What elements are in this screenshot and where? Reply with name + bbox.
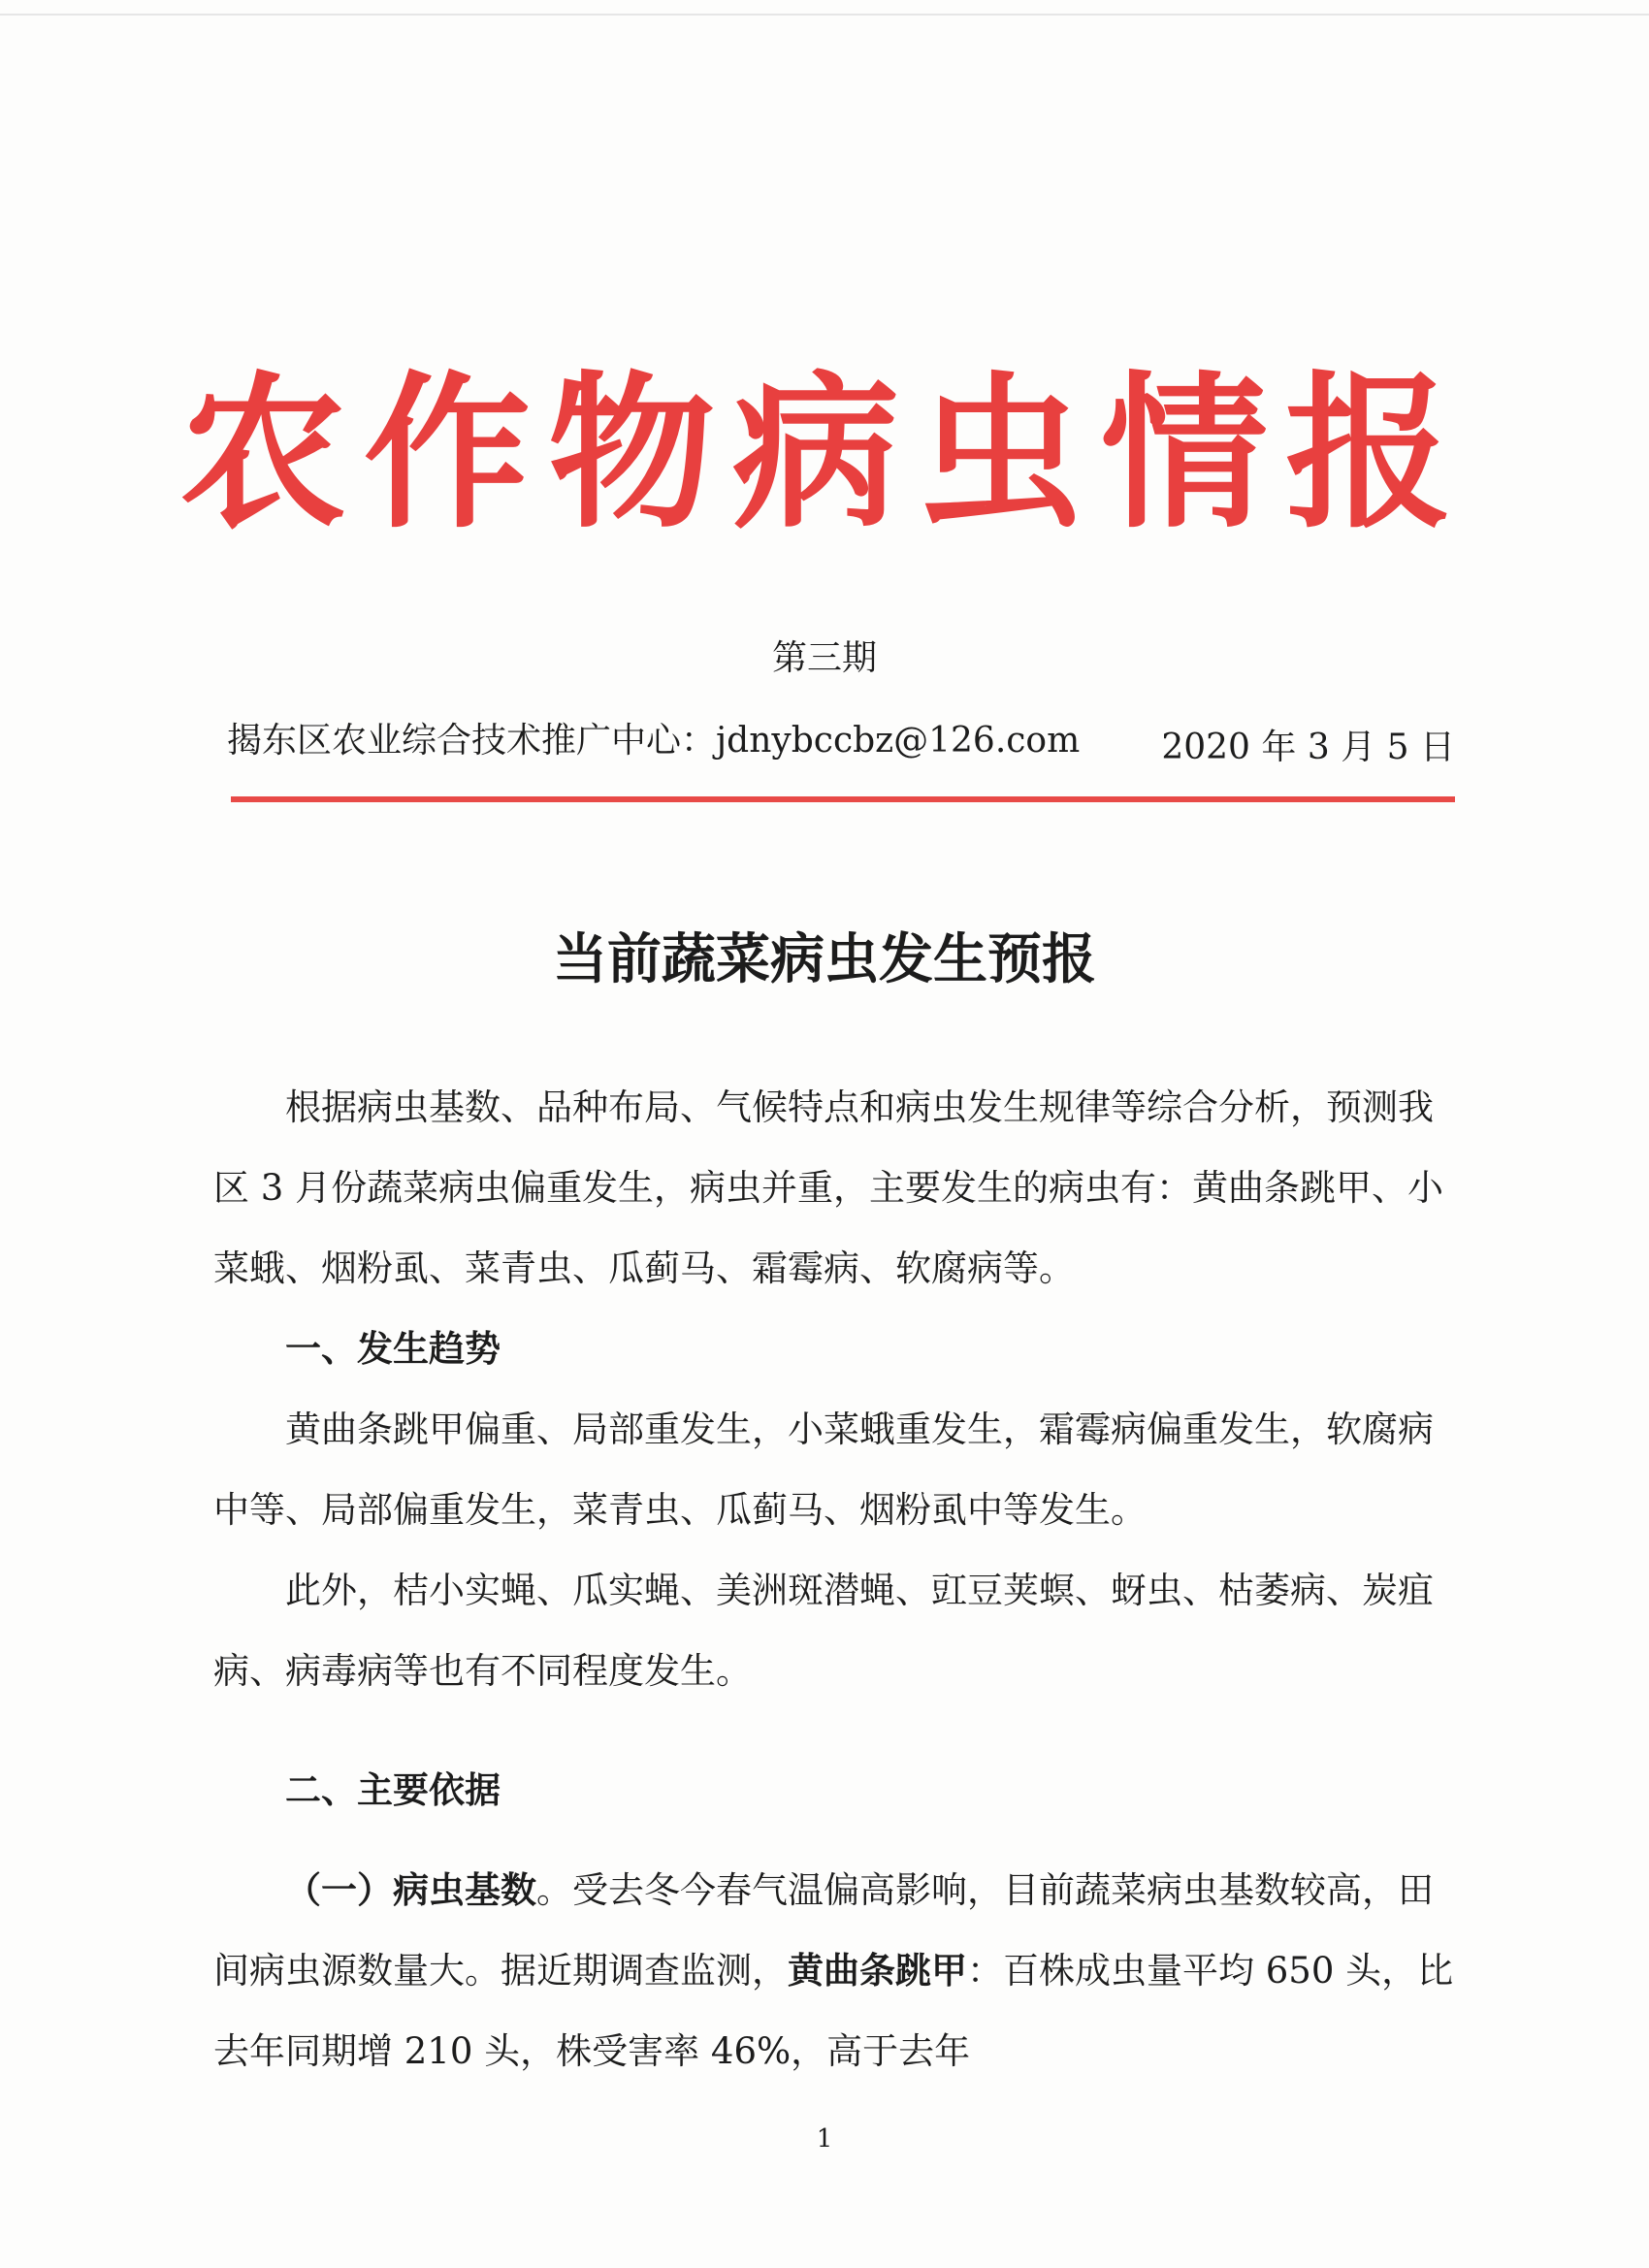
article-title: 当前蔬菜病虫发生预报: [553, 928, 1096, 991]
issue-date: 2020 年 3 月 5 日: [1161, 728, 1455, 767]
issuer-org: 揭东区农业综合技术推广中心：jdnybccbz@126.com: [227, 721, 1081, 761]
article-body: [213, 1067, 1465, 2091]
trend-paragraph-1: 黄曲条跳甲偏重、局部重发生，小菜蛾重发生，霜霉病偏重发生，软腐病中等、局部偏重发生，菜青虫、瓜蓟马、烟粉虱中等发生。: [213, 1409, 1434, 1531]
intro-paragraph: 根据病虫基数、品种布局、气候特点和病虫发生规律等综合分析，预测我区 3 月份蔬菜病虫偏重发生，病虫并重，主要发生的病虫有：黄曲条跳甲、小菜蛾、烟粉虱、菜青虫、瓜蓟马、霜霉病、软腐病等。: [213, 1086, 1444, 1289]
basis-pest-name: 黄曲条跳甲: [788, 1950, 967, 1992]
basis-label: （一）病虫基数: [285, 1869, 536, 1911]
section-heading-trend: 一、发生趋势: [285, 1328, 501, 1370]
masthead-title: 农作物病虫情报: [179, 354, 1470, 551]
section-heading-basis: 二、主要依据: [285, 1769, 501, 1811]
header-divider: [231, 796, 1455, 802]
basis-paragraph-1: [213, 1850, 1465, 2091]
scan-edge-line: [0, 14, 1649, 16]
basis-text: 。受去冬今春气温偏高影响，目前蔬菜病虫基数较高，田间病虫源数量大。据近期调查监测，: [213, 1869, 1434, 1992]
page-number: 1: [816, 2124, 833, 2154]
issue-number: 第三期: [771, 638, 877, 678]
basis-text-2: ：百株成虫量平均 650 头，比去年同期增 210 头，株受害率 46%，高于去年: [213, 1950, 1454, 2072]
trend-paragraph-2: 此外，桔小实蝇、瓜实蝇、美洲斑潜蝇、豇豆荚螟、蚜虫、枯萎病、炭疽病、病毒病等也有不同程度发生。: [213, 1570, 1434, 1692]
